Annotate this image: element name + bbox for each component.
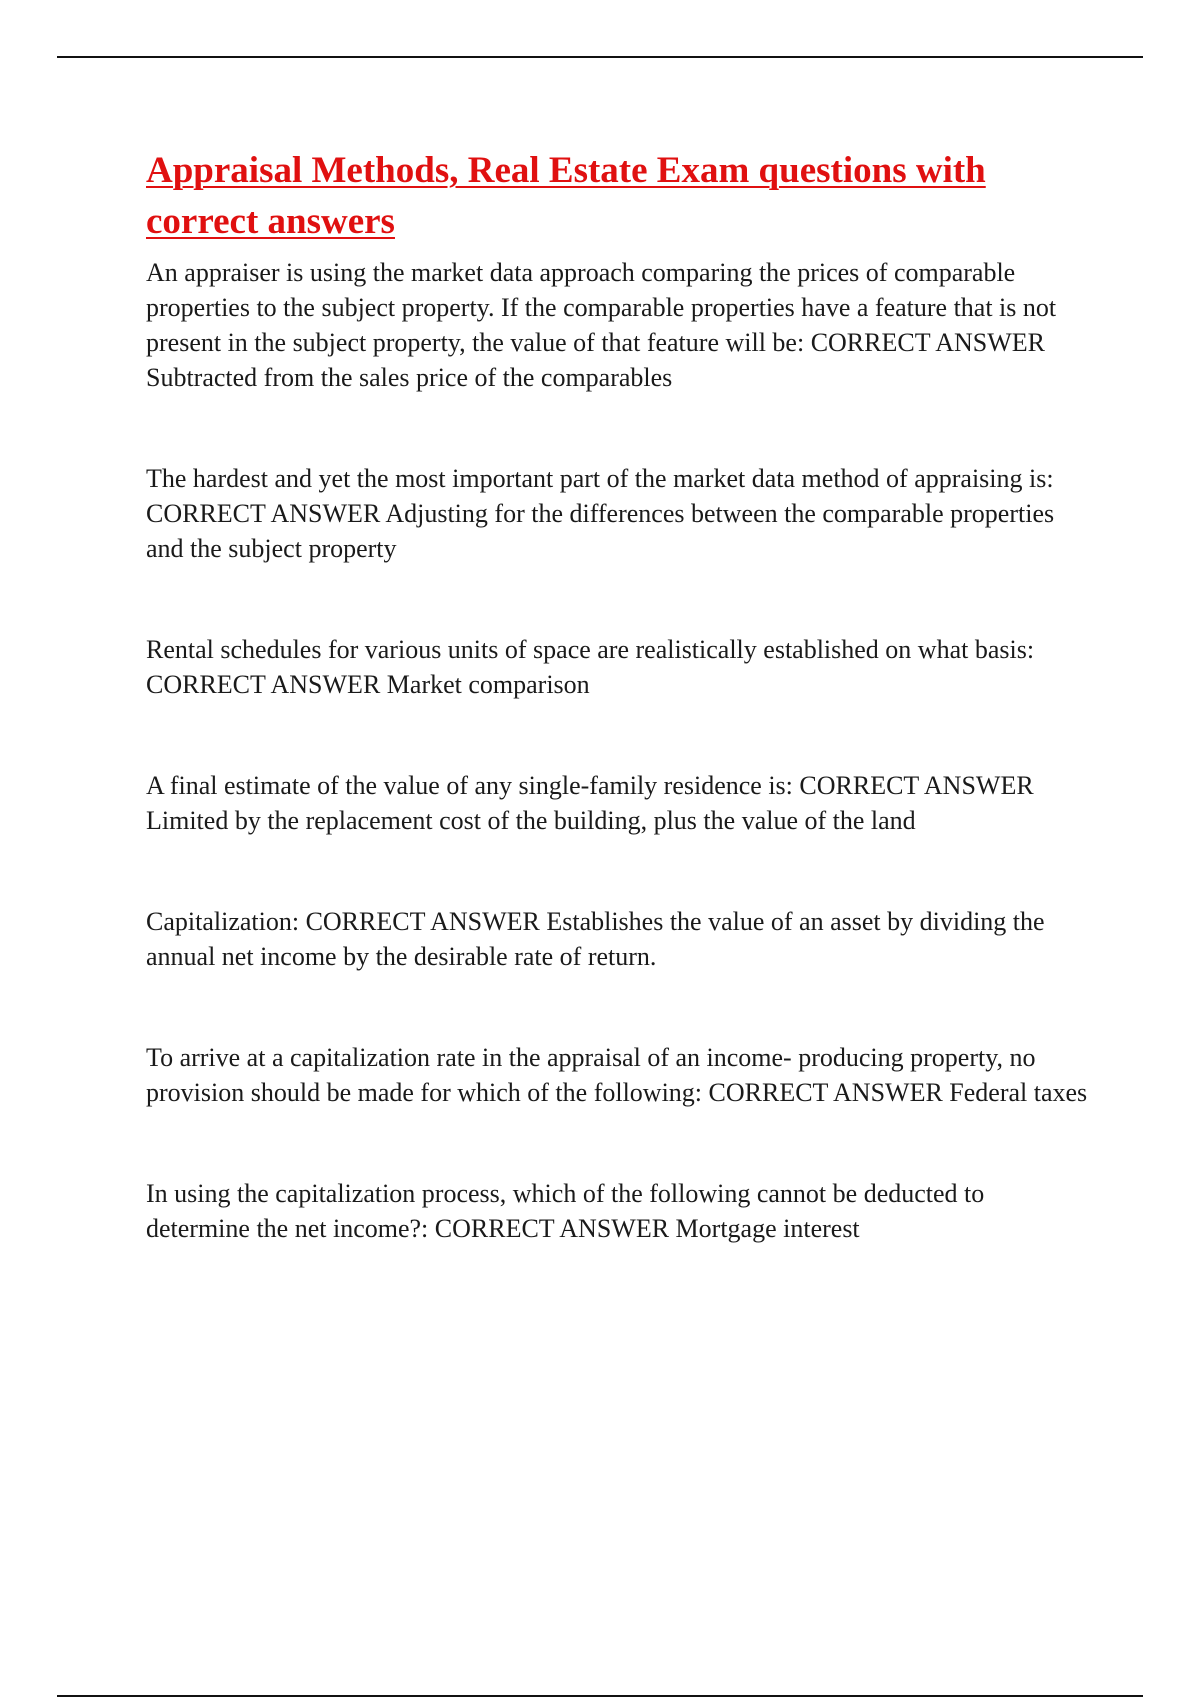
qa-item: An appraiser is using the market data approach comparing the prices of comparable properties to the subject property. If the comparable properties have a feature that is not present in the subject property, the value of that feature will be: CORRECT ANSWER Subtracted from the sales price of the comparables — [146, 258, 1057, 392]
qa-item: Rental schedules for various units of space are realistically established on what basis: CORRECT ANSWER Market comparison — [146, 635, 1035, 699]
qa-item: To arrive at a capitalization rate in the appraisal of an income- producing property, no provision should be made for which of the following: CORRECT ANSWER Federal taxes — [146, 1043, 1088, 1107]
document-body — [146, 145, 1090, 1312]
page-bottom-rule — [57, 1695, 1143, 1697]
document-title: Appraisal Methods, Real Estate Exam questions with correct answers — [146, 150, 986, 242]
qa-list — [146, 255, 1090, 1246]
qa-item: The hardest and yet the most important part of the market data method of appraising is: CORRECT ANSWER Adjusting for the differences between the comparable properties and the subject property — [146, 464, 1055, 563]
qa-item: A final estimate of the value of any single-family residence is: CORRECT ANSWER Limited by the replacement cost of the building, plus the value of the land — [146, 771, 1034, 835]
qa-item: Capitalization: CORRECT ANSWER Establishes the value of an asset by dividing the annual net income by the desirable rate of return. — [146, 907, 1045, 971]
qa-item: In using the capitalization process, which of the following cannot be deducted to determine the net income?: CORRECT ANSWER Mortgage interest — [146, 1179, 985, 1243]
page-top-rule — [57, 56, 1143, 58]
